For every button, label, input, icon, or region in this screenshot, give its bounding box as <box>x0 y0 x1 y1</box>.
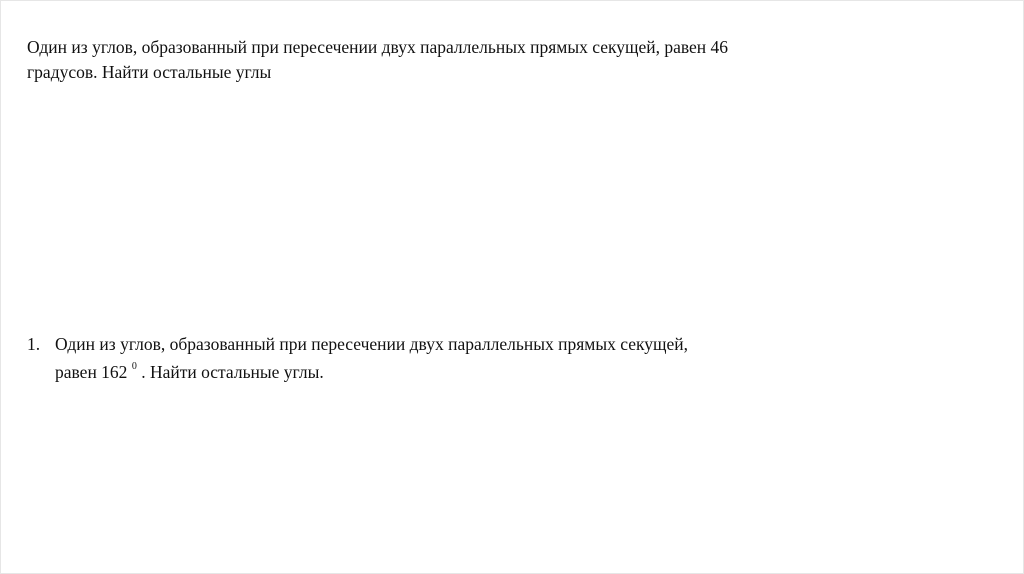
problem-1-line-2: градусов. Найти остальные углы <box>27 62 272 82</box>
problem-2-line-2 <box>27 358 807 386</box>
problem-2-line-1: Один из углов, образованный при пересечении двух параллельных прямых секущей, <box>55 334 688 354</box>
problem-2-angle-text: равен 162 <box>55 362 128 382</box>
problem-text-1 <box>27 35 827 85</box>
problem-2-line-2-suffix: . Найти остальные углы. <box>141 362 324 382</box>
problem-1-line-1: Один из углов, образованный при пересечении двух параллельных прямых секущей, равен 46 <box>27 37 729 57</box>
degree-mark: 0 <box>131 361 137 372</box>
list-item <box>27 330 807 358</box>
problem-list <box>27 330 807 386</box>
list-item-number: 1. <box>27 334 41 354</box>
